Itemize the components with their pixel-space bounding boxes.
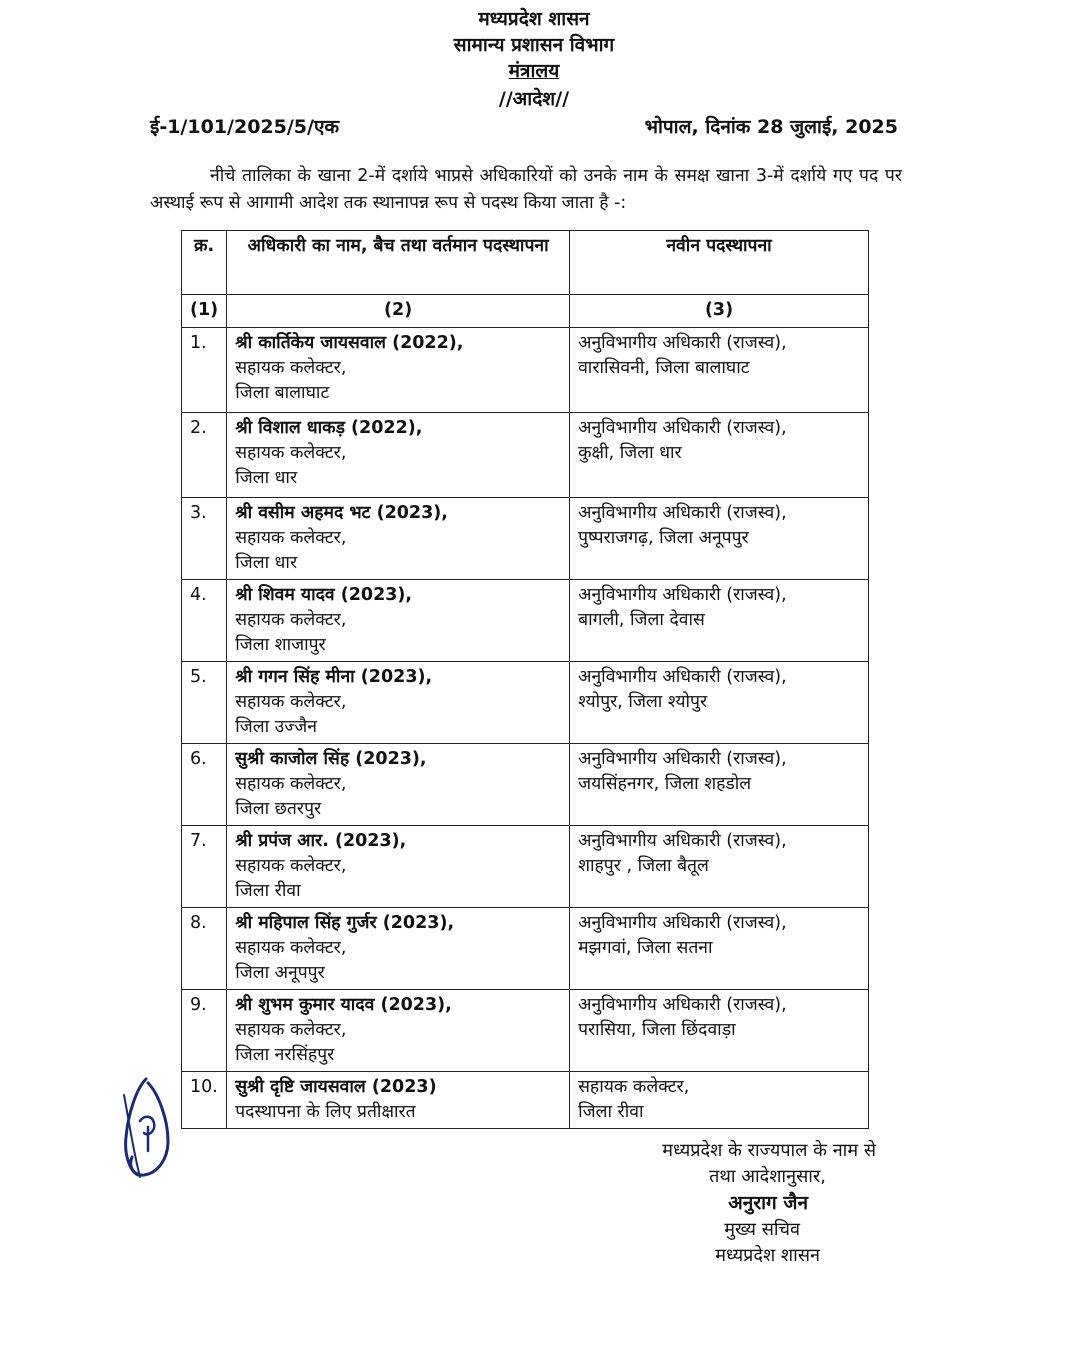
officer-cell (227, 744, 570, 826)
new-posting-title: सहायक कलेक्टर, (578, 1077, 690, 1097)
signature-line-order: तथा आदेशानुसार, (709, 1166, 826, 1187)
new-posting-cell (570, 826, 869, 908)
serial-number: 1. (182, 328, 227, 413)
new-posting-title: अनुविभागीय अधिकारी (राजस्व), (578, 749, 787, 769)
new-posting-cell (570, 662, 869, 744)
new-posting-place: बागली, जिला देवास (578, 610, 705, 630)
officer-name: श्री शुभम कुमार यादव (2023), (235, 995, 452, 1015)
col-header-serial: क्र. (182, 231, 227, 295)
officer-post: सहायक कलेक्टर, (235, 774, 347, 794)
officer-name: सुश्री काजोल सिंह (2023), (235, 749, 427, 769)
officer-post: सहायक कलेक्टर, (235, 856, 347, 876)
officer-post: पदस्थापना के लिए प्रतीक्षारत (235, 1102, 416, 1122)
officer-district: जिला रीवा (235, 881, 301, 901)
intro-paragraph: नीचे तालिका के खाना 2-में दर्शाये भाप्रसे अधिकारियों को उनके नाम के समक्ष खाना 3-में दर्शाये गए पद पर अस्थाई रूप से आगामी आदेश तक स्थानापन्न रूप से पदस्थ किया जाता है -: (150, 166, 902, 213)
header-government: मध्यप्रदेश शासन (478, 8, 590, 30)
table-row (182, 826, 869, 908)
officer-district: जिला अनूपपुर (235, 963, 325, 983)
serial-number: 4. (182, 580, 227, 662)
officer-district: जिला उज्जैन (235, 717, 317, 737)
officer-cell (227, 990, 570, 1072)
officer-cell (227, 580, 570, 662)
officer-district: जिला छतरपुर (235, 799, 322, 819)
table-row (182, 1072, 869, 1129)
table-header-row (182, 231, 869, 295)
serial-number: 7. (182, 826, 227, 908)
col-header-new-posting: नवीन पदस्थापना (570, 231, 869, 295)
officer-cell (227, 1072, 570, 1129)
table-row (182, 413, 869, 498)
table-row (182, 744, 869, 826)
new-posting-place: पुष्पराजगढ़, जिला अनूपपुर (578, 528, 749, 548)
officer-cell (227, 662, 570, 744)
signatory-designation: मुख्य सचिव (724, 1219, 800, 1240)
officer-cell (227, 328, 570, 413)
col-header-officer: अधिकारी का नाम, बैच तथा वर्तमान पदस्थापना (227, 231, 570, 295)
new-posting-title: अनुविभागीय अधिकारी (राजस्व), (578, 831, 787, 851)
officer-cell (227, 413, 570, 498)
header-department: सामान्य प्रशासन विभाग (453, 34, 615, 56)
col-number-2: (2) (227, 295, 570, 328)
officer-post: सहायक कलेक्टर, (235, 443, 347, 463)
table-row (182, 580, 869, 662)
posting-table (181, 230, 869, 1129)
officer-district: जिला शाजापुर (235, 635, 326, 655)
officer-cell (227, 826, 570, 908)
new-posting-title: अनुविभागीय अधिकारी (राजस्व), (578, 667, 787, 687)
officer-name: श्री कार्तिकेय जायसवाल (2022), (235, 333, 464, 353)
serial-number: 3. (182, 498, 227, 580)
header-ministry: मंत्रालय (508, 60, 560, 82)
new-posting-title: अनुविभागीय अधिकारी (राजस्व), (578, 503, 787, 523)
col-number-3: (3) (570, 295, 869, 328)
new-posting-place: शाहपुर , जिला बैतूल (578, 856, 709, 876)
order-place-date: भोपाल, दिनांक 28 जुलाई, 2025 (644, 116, 898, 138)
officer-post: सहायक कलेक्टर, (235, 692, 347, 712)
header-order-title: //आदेश// (498, 88, 570, 110)
signature-line-governor: मध्यप्रदेश के राज्यपाल के नाम से (662, 1140, 876, 1161)
serial-number: 6. (182, 744, 227, 826)
new-posting-title: अनुविभागीय अधिकारी (राजस्व), (578, 333, 787, 353)
signatory-office: मध्यप्रदेश शासन (715, 1245, 820, 1266)
officer-name: श्री वसीम अहमद भट (2023), (235, 503, 448, 523)
officer-post: सहायक कलेक्टर, (235, 938, 347, 958)
table-row (182, 908, 869, 990)
table-row (182, 328, 869, 413)
officer-district: जिला धार (235, 468, 298, 488)
officer-post: सहायक कलेक्टर, (235, 358, 347, 378)
table-row (182, 498, 869, 580)
officer-name: श्री शिवम यादव (2023), (235, 585, 413, 605)
officer-district: जिला बालाघाट (235, 383, 330, 403)
table-column-number-row (182, 295, 869, 328)
officer-name: सुश्री दृष्टि जायसवाल (2023) (235, 1077, 437, 1097)
new-posting-place: जयसिंहनगर, जिला शहडोल (578, 774, 752, 794)
serial-number: 9. (182, 990, 227, 1072)
new-posting-place: मझगवां, जिला सतना (578, 938, 713, 958)
officer-post: सहायक कलेक्टर, (235, 1020, 347, 1040)
new-posting-place: श्योपुर, जिला श्योपुर (578, 692, 708, 712)
serial-number: 2. (182, 413, 227, 498)
new-posting-cell (570, 328, 869, 413)
officer-name: श्री गगन सिंह मीना (2023), (235, 667, 433, 687)
new-posting-place: वारासिवनी, जिला बालाघाट (578, 358, 750, 378)
new-posting-cell (570, 1072, 869, 1129)
new-posting-title: अनुविभागीय अधिकारी (राजस्व), (578, 913, 787, 933)
signatory-name: अनुराग जैन (728, 1192, 808, 1214)
new-posting-cell (570, 498, 869, 580)
table-row (182, 662, 869, 744)
new-posting-title: अनुविभागीय अधिकारी (राजस्व), (578, 585, 787, 605)
officer-cell (227, 908, 570, 990)
officer-cell (227, 498, 570, 580)
serial-number: 8. (182, 908, 227, 990)
new-posting-place: परासिया, जिला छिंदवाड़ा (578, 1020, 736, 1040)
new-posting-cell (570, 744, 869, 826)
new-posting-cell (570, 990, 869, 1072)
serial-number: 10. (182, 1072, 227, 1129)
officer-name: श्री विशाल धाकड़ (2022), (235, 418, 423, 438)
table-row (182, 990, 869, 1072)
handwritten-initials-icon (118, 1075, 174, 1181)
order-number: ई-1/101/2025/5/एक (150, 116, 340, 138)
col-number-1: (1) (182, 295, 227, 328)
new-posting-cell (570, 908, 869, 990)
officer-name: श्री महिपाल सिंह गुर्जर (2023), (235, 913, 455, 933)
officer-district: जिला नरसिंहपुर (235, 1045, 335, 1065)
officer-post: सहायक कलेक्टर, (235, 610, 347, 630)
officer-district: जिला धार (235, 553, 298, 573)
new-posting-place: कुक्षी, जिला धार (578, 443, 682, 463)
officer-name: श्री प्रपंज आर. (2023), (235, 831, 407, 851)
new-posting-title: अनुविभागीय अधिकारी (राजस्व), (578, 995, 787, 1015)
new-posting-title: अनुविभागीय अधिकारी (राजस्व), (578, 418, 787, 438)
new-posting-cell (570, 580, 869, 662)
officer-post: सहायक कलेक्टर, (235, 528, 347, 548)
serial-number: 5. (182, 662, 227, 744)
new-posting-place: जिला रीवा (578, 1102, 644, 1122)
new-posting-cell (570, 413, 869, 498)
